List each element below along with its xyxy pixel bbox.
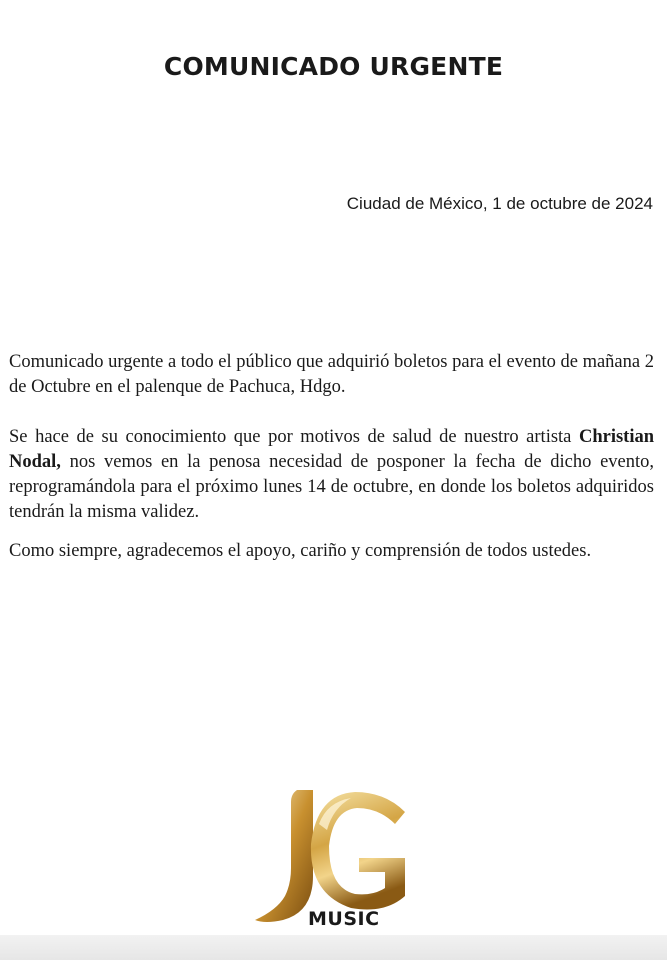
logo-wordmark: MUSIC bbox=[308, 908, 380, 930]
dateline: Ciudad de México, 1 de octubre de 2024 bbox=[346, 194, 653, 213]
paragraph-postponement bbox=[9, 425, 654, 525]
paragraph-rest: nos vemos en la penosa necesidad de posponer la fecha de dicho evento, reprogramándola para el próximo lunes 14 de octubre, en donde los boletos adquiridos tendrán la misma validez. bbox=[9, 452, 655, 522]
paragraph-thanks: Como siempre, agradecemos el apoyo, cariño y comprensión de todos ustedes. bbox=[9, 541, 592, 561]
artist-name: Christian Nodal, bbox=[9, 427, 655, 472]
bottom-band bbox=[0, 935, 667, 960]
paragraph-lead: Se hace de su conocimiento que por motivos de salud de nuestro artista bbox=[9, 427, 572, 447]
document-title: COMUNICADO URGENTE bbox=[163, 52, 504, 81]
paragraph-notice: Comunicado urgente a todo el público que adquirió boletos para el evento de mañana 2 de Octubre en el palenque de Pachuca, Hdgo. bbox=[9, 352, 654, 397]
